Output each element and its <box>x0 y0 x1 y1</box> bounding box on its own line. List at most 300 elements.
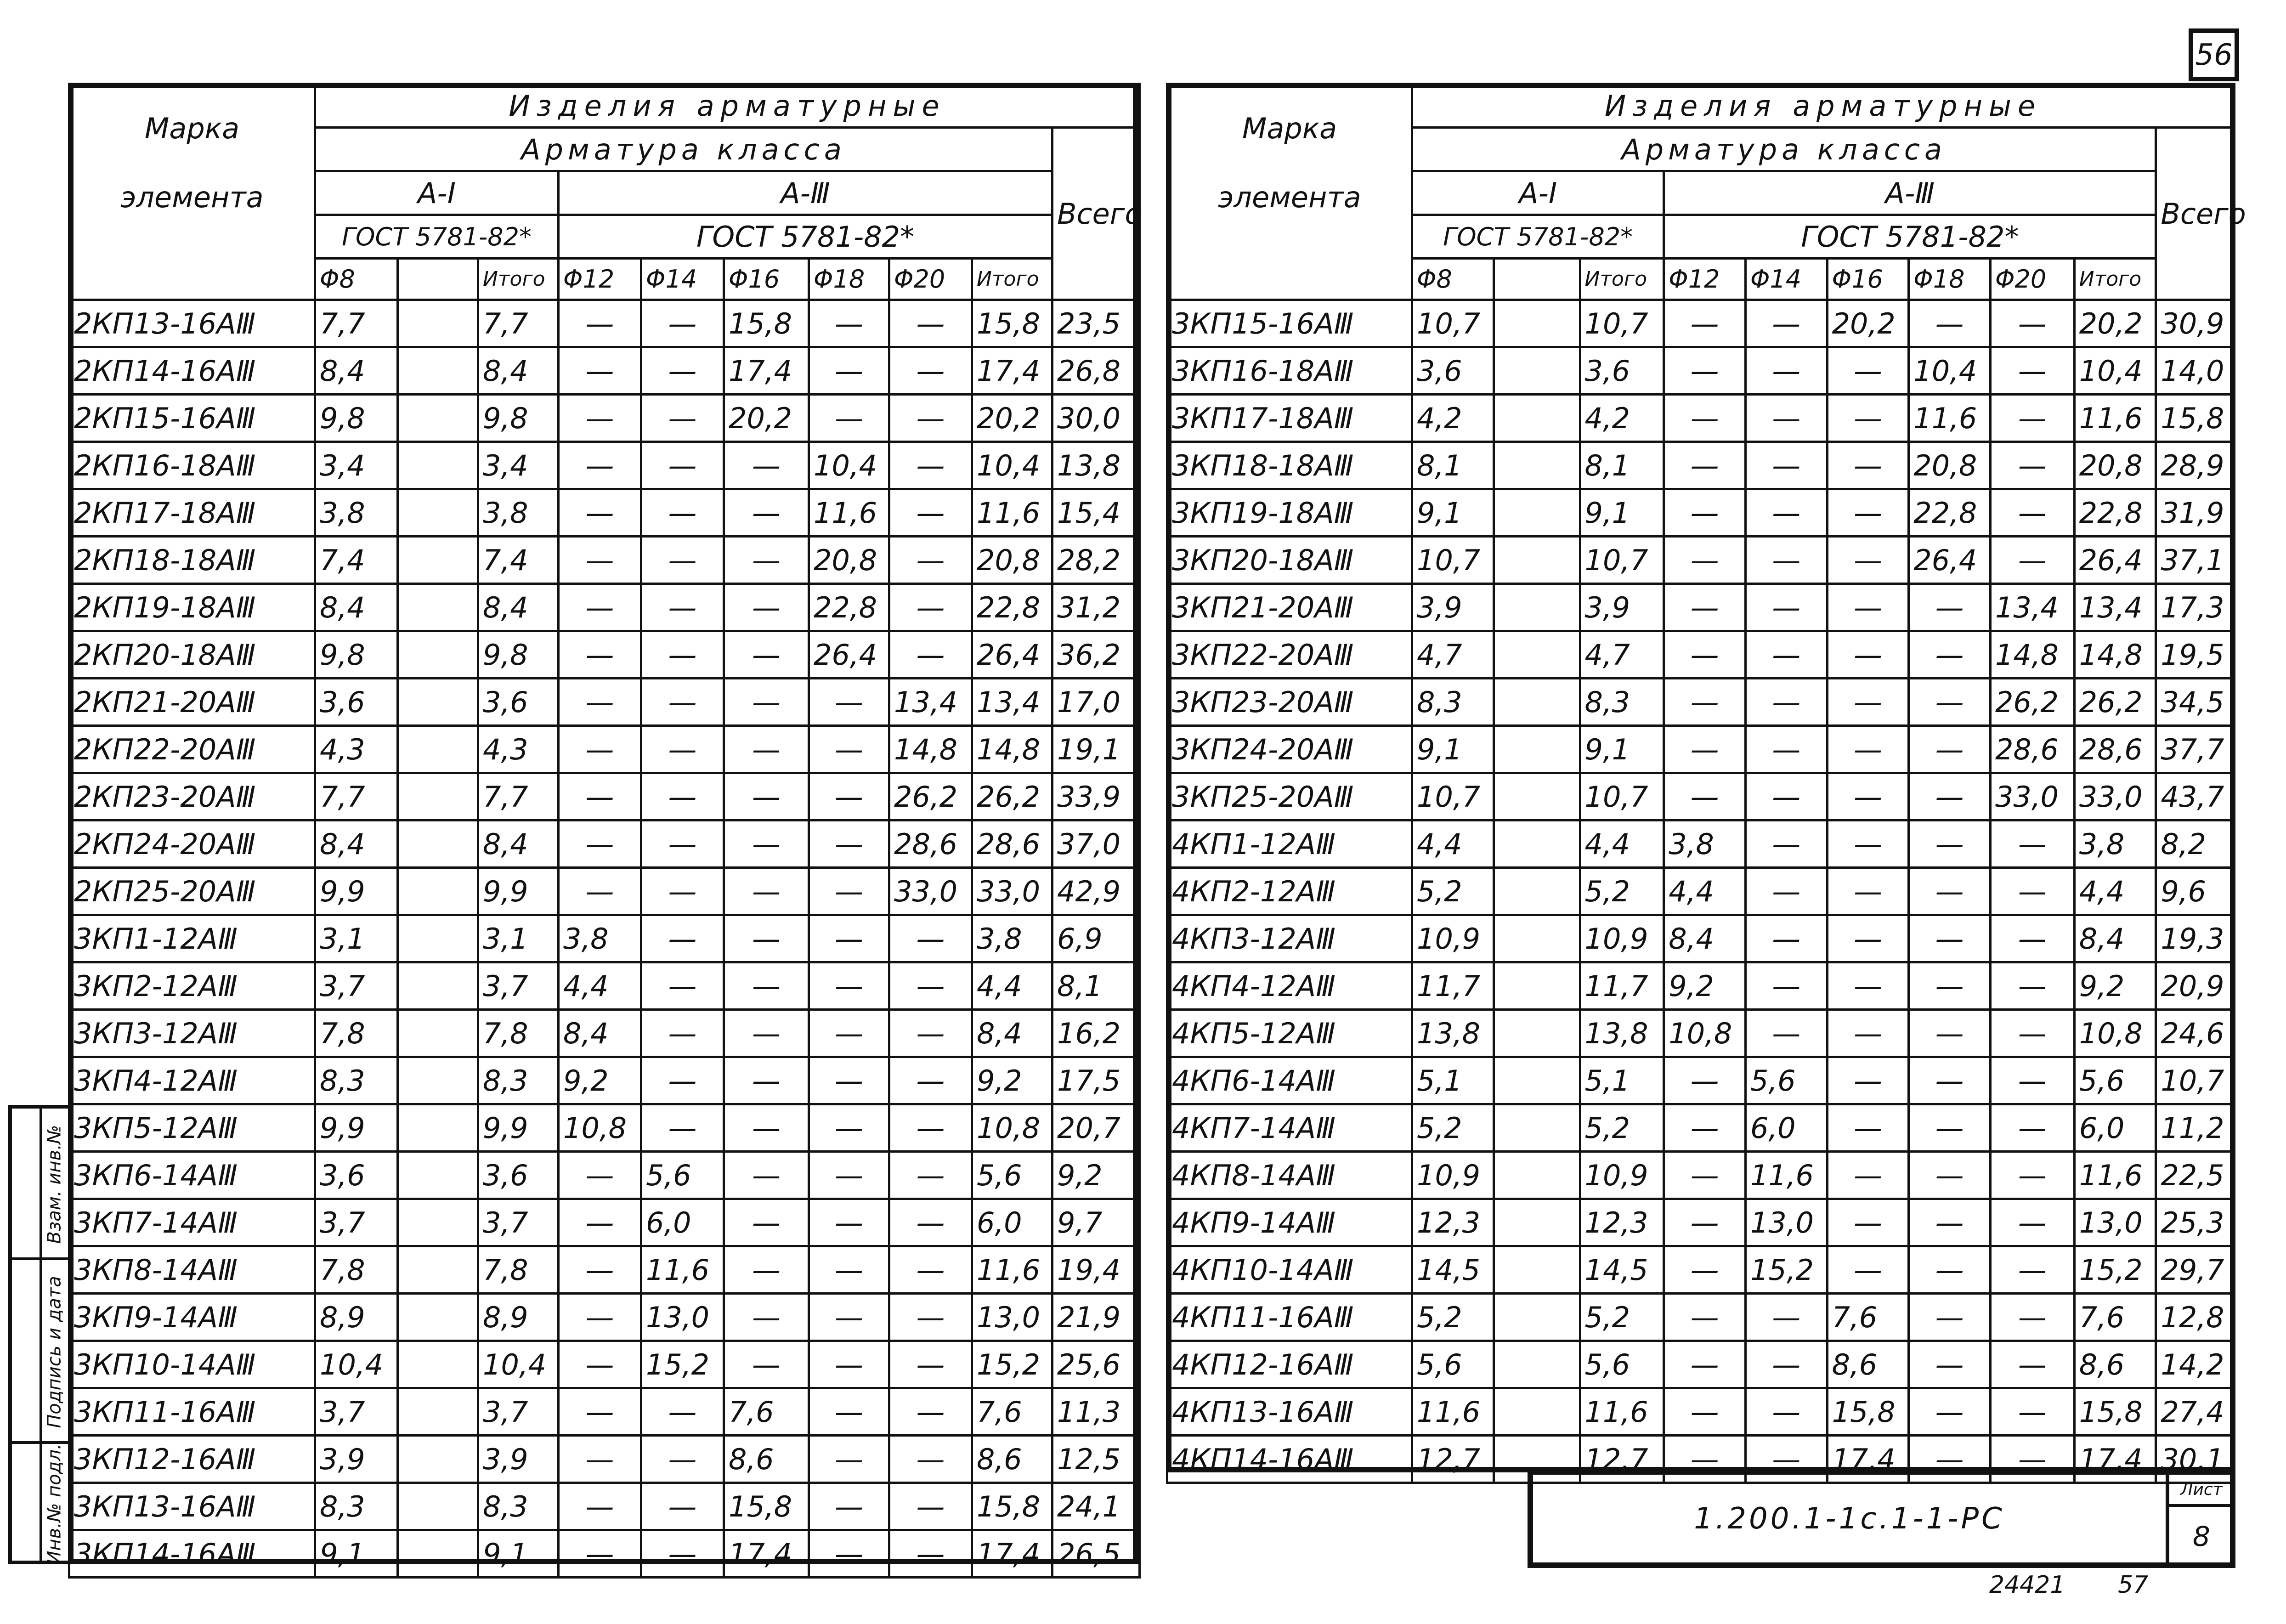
table-cell: — <box>1745 1388 1827 1436</box>
table-row <box>1167 1152 2235 1199</box>
table-row <box>1167 1057 2235 1104</box>
table-cell: 34,5 <box>2156 679 2235 726</box>
table-cell: — <box>641 1388 724 1436</box>
table-cell: — <box>809 773 889 820</box>
table-cell: 10,4 <box>2074 347 2156 395</box>
table-cell: 33,0 <box>1990 773 2074 820</box>
table-cell: 11,3 <box>1052 1388 1140 1436</box>
col-d20-right: Φ20 <box>1990 259 2074 300</box>
table-cell: 9,2 <box>1664 962 1746 1010</box>
table-cell: 13,4 <box>972 679 1052 726</box>
table-cell <box>1494 820 1580 868</box>
table-cell: — <box>724 489 809 537</box>
table-cell: — <box>1990 1057 2074 1104</box>
table-cell: 10,7 <box>2156 1057 2235 1104</box>
sheet-value: 8 <box>2192 1521 2211 1553</box>
gost-a3-header: ГОСТ 5781-82* <box>559 215 1052 259</box>
table-cell: 11,6 <box>1580 1388 1664 1436</box>
table-cell <box>1494 442 1580 489</box>
table-cell: — <box>889 584 972 631</box>
table-cell: 4,4 <box>1412 820 1494 868</box>
table-cell: — <box>559 1436 641 1483</box>
table-cell: 5,6 <box>641 1152 724 1199</box>
table-cell <box>1494 773 1580 820</box>
table-row <box>69 631 1140 679</box>
table-cell: — <box>809 1152 889 1199</box>
table-cell: — <box>1827 1246 1909 1294</box>
archive-number: 24421 <box>1989 1571 2065 1599</box>
gost-a1-header-right: ГОСТ 5781-82* <box>1412 215 1664 259</box>
table-cell: — <box>641 679 724 726</box>
col-d8-right: Φ8 <box>1412 259 1494 300</box>
table-cell: — <box>1990 868 2074 915</box>
table-row <box>1167 537 2235 584</box>
table-cell: 6,0 <box>972 1199 1052 1246</box>
table-cell: 4,4 <box>1580 820 1664 868</box>
table-cell: 8,4 <box>2074 915 2156 962</box>
table-cell <box>398 631 478 679</box>
table-cell: — <box>1827 820 1909 868</box>
mark-header: Марка элемента <box>69 84 315 300</box>
side-stamp-sign: Подпись и дата <box>44 1276 65 1428</box>
table-cell: — <box>809 1010 889 1057</box>
table-cell: — <box>1664 1152 1746 1199</box>
table-cell: — <box>1990 489 2074 537</box>
table-cell: — <box>1909 726 1991 773</box>
table-cell: — <box>1909 1152 1991 1199</box>
table-cell: 11,6 <box>1412 1388 1494 1436</box>
element-mark: 2КП24-20АⅢ <box>69 820 315 868</box>
table-row <box>1167 962 2235 1010</box>
table-cell: — <box>1827 489 1909 537</box>
table-cell: — <box>809 1483 889 1530</box>
table-cell: — <box>1745 820 1827 868</box>
table-cell <box>398 773 478 820</box>
table-cell: 22,8 <box>1909 489 1991 537</box>
table-cell: — <box>641 442 724 489</box>
table-cell: — <box>641 1436 724 1483</box>
table-cell: 33,0 <box>2074 773 2156 820</box>
table-cell: — <box>1990 820 2074 868</box>
element-mark: 3КП25-20АⅢ <box>1167 773 1412 820</box>
table-cell: — <box>889 1152 972 1199</box>
table-cell: 5,2 <box>1412 1294 1494 1341</box>
table-cell: 14,8 <box>2074 631 2156 679</box>
table-row <box>69 1483 1140 1530</box>
table-cell: 3,9 <box>1580 584 1664 631</box>
table-cell: 4,2 <box>1412 395 1494 442</box>
table-cell: 10,8 <box>2074 1010 2156 1057</box>
table-cell: 27,4 <box>2156 1388 2235 1436</box>
table-cell: 7,7 <box>315 300 398 347</box>
table-cell: — <box>724 1057 809 1104</box>
table-row <box>1167 1104 2235 1152</box>
table-cell: 33,0 <box>972 868 1052 915</box>
side-stamp-replace: Взам. инв.№ <box>44 1125 65 1244</box>
table-cell: 3,4 <box>315 442 398 489</box>
element-mark: 2КП15-16АⅢ <box>69 395 315 442</box>
table-cell: 5,6 <box>2074 1057 2156 1104</box>
table-cell <box>398 1341 478 1388</box>
table-cell: 26,4 <box>972 631 1052 679</box>
table-cell: 10,4 <box>1909 347 1991 395</box>
table-cell: 15,8 <box>2156 395 2235 442</box>
table-cell: 8,4 <box>315 347 398 395</box>
table-cell: 8,4 <box>559 1010 641 1057</box>
col-d14-right: Φ14 <box>1745 259 1827 300</box>
table-cell: 4,4 <box>2074 868 2156 915</box>
table-cell <box>1494 537 1580 584</box>
element-mark: 4КП8-14АⅢ <box>1167 1152 1412 1199</box>
table-cell: — <box>641 1010 724 1057</box>
table-row <box>1167 584 2235 631</box>
element-mark: 3КП10-14АⅢ <box>69 1341 315 1388</box>
element-mark: 4КП2-12АⅢ <box>1167 868 1412 915</box>
table-cell: 3,8 <box>315 489 398 537</box>
table-cell: 10,7 <box>1580 300 1664 347</box>
table-cell: — <box>641 915 724 962</box>
table-cell <box>1494 1388 1580 1436</box>
element-mark: 2КП20-18АⅢ <box>69 631 315 679</box>
table-cell: — <box>1827 679 1909 726</box>
table-cell: 13,0 <box>972 1294 1052 1341</box>
table-cell: 11,7 <box>1580 962 1664 1010</box>
table-cell <box>1494 395 1580 442</box>
table-cell: 8,2 <box>2156 820 2235 868</box>
table-cell: 15,8 <box>972 1483 1052 1530</box>
table-cell: 28,6 <box>2074 726 2156 773</box>
table-cell: — <box>809 1388 889 1436</box>
table-cell: 17,3 <box>2156 584 2235 631</box>
table-cell: 20,2 <box>2074 300 2156 347</box>
table-cell: 13,8 <box>1580 1010 1664 1057</box>
table-cell: 20,8 <box>809 537 889 584</box>
products-header: Изделия арматурные <box>315 84 1140 128</box>
table-cell: — <box>1827 347 1909 395</box>
table-cell: — <box>724 1199 809 1246</box>
table-row <box>69 773 1140 820</box>
table-cell: 11,6 <box>641 1246 724 1294</box>
table-cell <box>398 489 478 537</box>
table-cell: — <box>1745 726 1827 773</box>
table-cell: — <box>889 1436 972 1483</box>
col-d20: Φ20 <box>889 259 972 300</box>
table-cell: — <box>1827 1057 1909 1104</box>
element-mark: 3КП17-18АⅢ <box>1167 395 1412 442</box>
table-cell: 26,2 <box>889 773 972 820</box>
table-cell: — <box>889 631 972 679</box>
table-cell: 11,6 <box>1909 395 1991 442</box>
table-cell: — <box>889 1341 972 1388</box>
table-cell: 26,5 <box>1052 1530 1140 1578</box>
table-cell: — <box>1827 1199 1909 1246</box>
table-cell: — <box>1745 347 1827 395</box>
table-cell <box>398 1152 478 1199</box>
table-cell <box>398 1530 478 1578</box>
table-cell <box>1494 1294 1580 1341</box>
col-d16: Φ16 <box>724 259 809 300</box>
col-itogo-a1-right: Итого <box>1580 259 1664 300</box>
table-row <box>1167 726 2235 773</box>
table-cell: — <box>1990 300 2074 347</box>
table-cell <box>398 1104 478 1152</box>
table-cell: 3,6 <box>478 679 559 726</box>
table-cell: — <box>1745 1294 1827 1341</box>
table-cell: — <box>889 1294 972 1341</box>
class-a3-header: A-Ⅲ <box>559 171 1052 215</box>
table-cell: — <box>641 1530 724 1578</box>
table-cell: — <box>809 868 889 915</box>
table-cell: 5,6 <box>972 1152 1052 1199</box>
table-cell: 8,6 <box>972 1436 1052 1483</box>
table-cell: — <box>1745 489 1827 537</box>
table-cell: 20,2 <box>1827 300 1909 347</box>
table-cell: 17,4 <box>724 347 809 395</box>
table-cell: — <box>889 1246 972 1294</box>
element-mark: 3КП8-14АⅢ <box>69 1246 315 1294</box>
table-row <box>1167 1294 2235 1341</box>
table-cell: 12,8 <box>2156 1294 2235 1341</box>
table-cell: 7,6 <box>972 1388 1052 1436</box>
table-cell: 4,7 <box>1412 631 1494 679</box>
table-cell: — <box>889 489 972 537</box>
table-cell: — <box>889 915 972 962</box>
table-row <box>1167 395 2235 442</box>
table-cell: — <box>1909 1246 1991 1294</box>
element-mark: 4КП12-16АⅢ <box>1167 1341 1412 1388</box>
table-cell: — <box>1827 537 1909 584</box>
table-cell <box>398 915 478 962</box>
table-cell: — <box>641 962 724 1010</box>
element-mark: 3КП13-16АⅢ <box>69 1483 315 1530</box>
table-cell: 9,2 <box>559 1057 641 1104</box>
table-cell: 5,6 <box>1745 1057 1827 1104</box>
document-code: 1.200.1-1с.1-1-РС <box>1533 1475 2169 1562</box>
table-cell: 19,1 <box>1052 726 1140 773</box>
table-cell: 10,7 <box>1580 773 1664 820</box>
table-cell: 3,1 <box>315 915 398 962</box>
table-row <box>69 1104 1140 1152</box>
table-cell: — <box>1909 868 1991 915</box>
table-cell: 8,4 <box>1664 915 1746 962</box>
col-d12: Φ12 <box>559 259 641 300</box>
table-cell: 8,9 <box>315 1294 398 1341</box>
table-row <box>1167 679 2235 726</box>
table-cell: 15,8 <box>1827 1388 1909 1436</box>
table-row <box>1167 300 2235 347</box>
table-cell: — <box>1909 1341 1991 1388</box>
table-cell: — <box>1664 584 1746 631</box>
table-cell: — <box>1664 1057 1746 1104</box>
table-cell: 22,8 <box>809 584 889 631</box>
table-cell <box>398 1388 478 1436</box>
table-cell: — <box>1664 1294 1746 1341</box>
table-cell: — <box>724 915 809 962</box>
element-mark: 3КП9-14АⅢ <box>69 1294 315 1341</box>
table-cell: — <box>1990 1246 2074 1294</box>
table-cell <box>398 584 478 631</box>
table-row <box>69 726 1140 773</box>
table-cell: 10,4 <box>478 1341 559 1388</box>
table-cell: 14,8 <box>889 726 972 773</box>
table-cell: 3,4 <box>478 442 559 489</box>
table-cell: 11,6 <box>1745 1152 1827 1199</box>
table-cell: — <box>559 1530 641 1578</box>
table-cell: 5,1 <box>1580 1057 1664 1104</box>
table-cell: 3,7 <box>315 1388 398 1436</box>
table-cell: 3,8 <box>972 915 1052 962</box>
table-cell: — <box>641 773 724 820</box>
table-cell: — <box>1990 962 2074 1010</box>
table-cell: — <box>724 1341 809 1388</box>
table-cell: 3,8 <box>1664 820 1746 868</box>
table-cell: 10,4 <box>809 442 889 489</box>
table-cell <box>1494 915 1580 962</box>
table-cell <box>398 347 478 395</box>
table-cell: — <box>1745 1010 1827 1057</box>
table-cell: 10,7 <box>1412 537 1494 584</box>
table-cell <box>398 442 478 489</box>
page-number: 57 <box>2118 1571 2149 1599</box>
table-cell: 8,1 <box>1052 962 1140 1010</box>
reinforcement-class-header-right: Арматура класса <box>1412 128 2156 171</box>
table-cell: — <box>889 962 972 1010</box>
table-row <box>1167 915 2235 962</box>
table-cell: 4,4 <box>972 962 1052 1010</box>
element-mark: 2КП25-20АⅢ <box>69 868 315 915</box>
table-cell: — <box>724 1246 809 1294</box>
table-cell <box>398 962 478 1010</box>
table-cell: 8,4 <box>315 820 398 868</box>
table-cell: — <box>1990 1341 2074 1388</box>
table-cell: — <box>559 631 641 679</box>
table-cell: 37,0 <box>1052 820 1140 868</box>
table-row <box>69 1530 1140 1578</box>
table-cell: — <box>1745 773 1827 820</box>
table-cell: 7,6 <box>724 1388 809 1436</box>
col-d8: Φ8 <box>315 259 398 300</box>
table-cell <box>1494 868 1580 915</box>
element-mark: 2КП16-18АⅢ <box>69 442 315 489</box>
table-cell: — <box>559 442 641 489</box>
table-cell: 8,1 <box>1580 442 1664 489</box>
table-cell: — <box>1909 1104 1991 1152</box>
table-cell: 19,3 <box>2156 915 2235 962</box>
table-cell: 10,7 <box>1412 300 1494 347</box>
table-cell: — <box>724 1104 809 1152</box>
col-blank-right <box>1494 259 1580 300</box>
table-row <box>69 1246 1140 1294</box>
col-d12-right: Φ12 <box>1664 259 1746 300</box>
table-cell: — <box>641 584 724 631</box>
table-cell <box>1494 631 1580 679</box>
table-cell <box>398 1294 478 1341</box>
table-cell: 11,7 <box>1412 962 1494 1010</box>
table-cell: 15,2 <box>641 1341 724 1388</box>
table-cell: 3,6 <box>315 1152 398 1199</box>
table-cell: — <box>889 395 972 442</box>
table-cell: 9,9 <box>478 1104 559 1152</box>
table-cell: 20,8 <box>972 537 1052 584</box>
table-cell: — <box>809 1104 889 1152</box>
table-cell: — <box>1909 1057 1991 1104</box>
col-itogo-a1: Итого <box>478 259 559 300</box>
table-cell: 15,4 <box>1052 489 1140 537</box>
table-cell: 33,0 <box>889 868 972 915</box>
class-a1-header: A-I <box>315 171 559 215</box>
col-d18-right: Φ18 <box>1909 259 1991 300</box>
table-cell: 6,0 <box>641 1199 724 1246</box>
table-row <box>1167 1246 2235 1294</box>
table-cell: — <box>1664 631 1746 679</box>
table-cell: 25,6 <box>1052 1341 1140 1388</box>
table-cell: 11,6 <box>2074 1152 2156 1199</box>
table-cell: 8,4 <box>972 1010 1052 1057</box>
table-cell: — <box>1990 1010 2074 1057</box>
table-row <box>1167 442 2235 489</box>
table-cell: — <box>1745 915 1827 962</box>
table-cell: 4,7 <box>1580 631 1664 679</box>
table-cell: 8,3 <box>315 1057 398 1104</box>
table-cell: 14,5 <box>1580 1246 1664 1294</box>
table-cell: — <box>1745 584 1827 631</box>
table-cell: 5,6 <box>1580 1341 1664 1388</box>
table-cell: 42,9 <box>1052 868 1140 915</box>
table-row <box>69 1199 1140 1246</box>
table-cell: 3,9 <box>478 1436 559 1483</box>
table-cell: 20,8 <box>2074 442 2156 489</box>
table-cell: — <box>889 1057 972 1104</box>
table-row <box>69 1294 1140 1341</box>
table-cell: — <box>809 1530 889 1578</box>
element-mark: 3КП3-12АⅢ <box>69 1010 315 1057</box>
table-cell: — <box>559 726 641 773</box>
table-cell: 7,6 <box>1827 1294 1909 1341</box>
table-cell <box>1494 300 1580 347</box>
table-cell: 25,3 <box>2156 1199 2235 1246</box>
table-row <box>69 1152 1140 1199</box>
table-cell: — <box>1664 537 1746 584</box>
table-cell: — <box>1827 631 1909 679</box>
element-mark: 4КП10-14АⅢ <box>1167 1246 1412 1294</box>
table-cell: 9,9 <box>478 868 559 915</box>
table-cell: 15,2 <box>972 1341 1052 1388</box>
table-cell: — <box>724 1294 809 1341</box>
table-cell: 17,4 <box>972 1530 1052 1578</box>
table-cell: 5,1 <box>1412 1057 1494 1104</box>
table-cell: — <box>1909 962 1991 1010</box>
table-cell: 12,5 <box>1052 1436 1140 1483</box>
element-mark: 3КП11-16АⅢ <box>69 1388 315 1436</box>
table-cell: — <box>1909 915 1991 962</box>
table-cell: 8,4 <box>315 584 398 631</box>
table-cell: — <box>809 1436 889 1483</box>
table-cell: 5,2 <box>1412 868 1494 915</box>
table-cell <box>1494 347 1580 395</box>
table-cell: 12,3 <box>1580 1199 1664 1246</box>
table-cell: 4,4 <box>1664 868 1746 915</box>
table-cell: — <box>559 1246 641 1294</box>
table-cell: — <box>559 773 641 820</box>
table-cell: 15,2 <box>2074 1246 2156 1294</box>
table-cell: — <box>641 300 724 347</box>
table-cell: — <box>1664 347 1746 395</box>
table-cell: 37,7 <box>2156 726 2235 773</box>
table-cell: — <box>724 868 809 915</box>
element-mark: 3КП18-18АⅢ <box>1167 442 1412 489</box>
table-cell: 7,6 <box>2074 1294 2156 1341</box>
table-cell: — <box>1664 489 1746 537</box>
